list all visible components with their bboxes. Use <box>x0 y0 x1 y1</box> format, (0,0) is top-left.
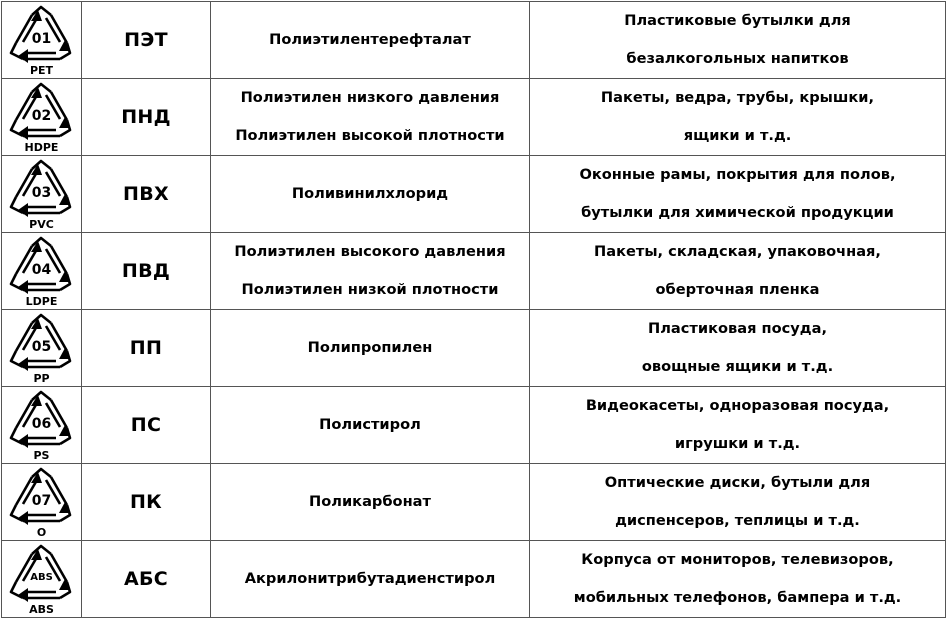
recycling-triangle-icon <box>2 388 81 462</box>
typical-uses <box>530 464 946 541</box>
polymer-name <box>211 464 530 541</box>
polymer-name-line: Полиэтилен низкой плотности <box>241 281 499 298</box>
polymer-name <box>211 310 530 387</box>
polymer-name-line: Поливинилхлорид <box>291 185 449 202</box>
typical-uses-line: Пакеты, ведра, трубы, крышки, <box>600 89 875 106</box>
recycling-symbol-cell <box>2 2 82 79</box>
russian-abbreviation: ПВХ <box>82 156 211 233</box>
typical-uses-line: Видеокасеты, одноразовая посуда, <box>585 397 890 414</box>
resin-label: PP <box>33 372 50 385</box>
plastics-recycling-table <box>1 1 946 618</box>
russian-abbreviation: ПНД <box>82 79 211 156</box>
typical-uses <box>530 541 946 618</box>
polymer-name <box>211 387 530 464</box>
russian-abbreviation: ПП <box>82 310 211 387</box>
recycling-triangle-icon <box>2 3 81 77</box>
recycling-symbol-cell <box>2 310 82 387</box>
typical-uses-line: Оконные рамы, покрытия для полов, <box>579 166 896 183</box>
russian-abbreviation: ПК <box>82 464 211 541</box>
polymer-name <box>211 541 530 618</box>
resin-label: LDPE <box>25 295 58 308</box>
typical-uses-line: Пакеты, складская, упаковочная, <box>594 243 881 260</box>
polymer-name-line: Полиэтилен высокой плотности <box>235 127 505 144</box>
russian-abbreviation: ПЭТ <box>82 2 211 79</box>
table-row-1 <box>2 2 946 79</box>
typical-uses <box>530 156 946 233</box>
polymer-name-line: Акрилонитрибутадиенстирол <box>244 570 496 587</box>
typical-uses <box>530 233 946 310</box>
resin-label: O <box>36 526 47 539</box>
polymer-name-line: Полиэтилен высокого давления <box>234 243 506 260</box>
recycling-triangle-icon <box>2 542 81 616</box>
recycling-symbol-cell <box>2 387 82 464</box>
polymer-name-line: Поликарбонат <box>309 493 431 510</box>
table-row-7 <box>2 464 946 541</box>
resin-label: PVC <box>29 218 54 231</box>
recycling-triangle-icon <box>2 80 81 154</box>
polymer-name-line: Полиэтилен низкого давления <box>240 89 500 106</box>
polymer-name <box>211 79 530 156</box>
typical-uses-line: безалкогольных напитков <box>626 50 849 67</box>
russian-abbreviation: ПС <box>82 387 211 464</box>
recycling-triangle-icon <box>2 465 81 539</box>
typical-uses-line: Корпуса от мониторов, телевизоров, <box>581 551 894 568</box>
resin-code: 01 <box>31 31 52 47</box>
resin-code: ABS <box>30 572 53 583</box>
typical-uses-line: Пластиковая посуда, <box>647 320 827 337</box>
typical-uses <box>530 2 946 79</box>
resin-code: 04 <box>31 262 52 278</box>
typical-uses-line: оберточная пленка <box>655 281 820 298</box>
resin-code: 02 <box>31 108 52 124</box>
polymer-name-line: Полипропилен <box>307 339 433 356</box>
polymer-name-line: Полистирол <box>319 416 421 433</box>
typical-uses-line: диспенсеров, теплицы и т.д. <box>615 512 860 529</box>
typical-uses <box>530 79 946 156</box>
typical-uses-line: игрушки и т.д. <box>674 435 801 452</box>
polymer-name-line: Полиэтилентерефталат <box>269 31 471 48</box>
typical-uses-line: Оптические диски, бутыли для <box>604 474 871 491</box>
recycling-symbol-cell <box>2 233 82 310</box>
typical-uses-line: бутылки для химической продукции <box>581 204 894 221</box>
typical-uses <box>530 387 946 464</box>
typical-uses-line: Пластиковые бутылки для <box>624 12 851 29</box>
russian-abbreviation: АБС <box>82 541 211 618</box>
resin-code: 03 <box>31 185 52 201</box>
typical-uses <box>530 310 946 387</box>
resin-label: PET <box>29 64 54 77</box>
resin-code: 05 <box>31 339 52 355</box>
recycling-symbol-cell <box>2 464 82 541</box>
polymer-name <box>211 2 530 79</box>
table-row-5 <box>2 310 946 387</box>
resin-label: ABS <box>29 603 54 616</box>
resin-label: HDPE <box>24 141 59 154</box>
polymer-name <box>211 233 530 310</box>
typical-uses-line: мобильных телефонов, бампера и т.д. <box>573 589 902 606</box>
russian-abbreviation: ПВД <box>82 233 211 310</box>
table-row-6 <box>2 387 946 464</box>
recycling-triangle-icon <box>2 234 81 308</box>
recycling-symbol-cell <box>2 79 82 156</box>
recycling-symbol-cell <box>2 156 82 233</box>
recycling-triangle-icon <box>2 157 81 231</box>
resin-code: 06 <box>31 416 52 432</box>
table-row-3 <box>2 156 946 233</box>
resin-label: PS <box>33 449 50 462</box>
table-row-2 <box>2 79 946 156</box>
table-row-8 <box>2 541 946 618</box>
typical-uses-line: ящики и т.д. <box>683 127 792 144</box>
polymer-name <box>211 156 530 233</box>
recycling-symbol-cell <box>2 541 82 618</box>
recycling-triangle-icon <box>2 311 81 385</box>
typical-uses-line: овощные ящики и т.д. <box>641 358 834 375</box>
table-row-4 <box>2 233 946 310</box>
resin-code: 07 <box>31 493 52 509</box>
